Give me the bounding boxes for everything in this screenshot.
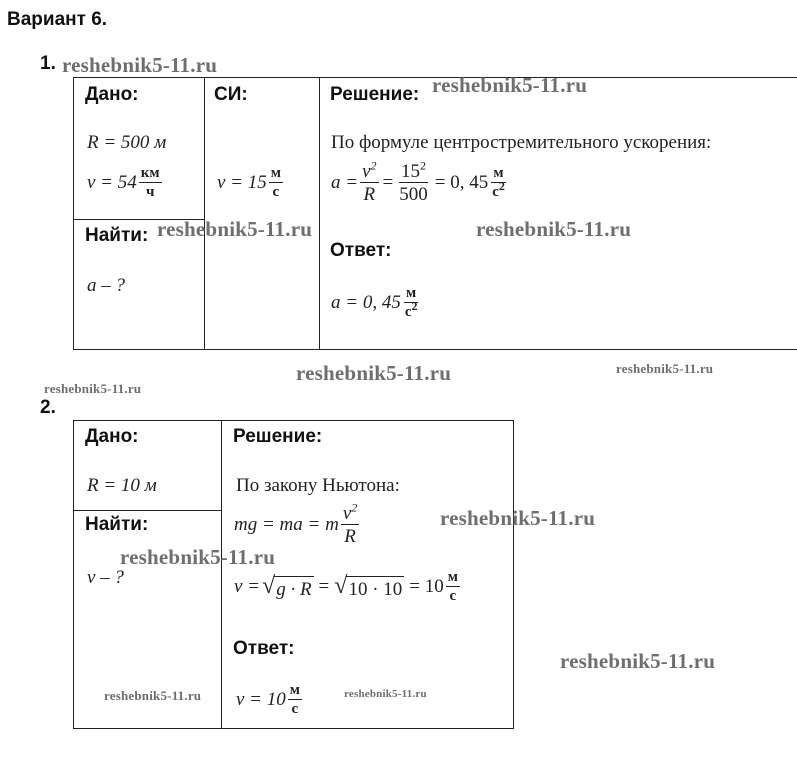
unit-denominator: ч (145, 184, 155, 200)
equation-unit (446, 570, 460, 604)
unit-denominator: с (492, 184, 499, 200)
unit-exponent: 2 (411, 299, 418, 313)
square-root-g-r: √ g · R (262, 572, 312, 600)
unit-denominator: с (404, 304, 412, 320)
unit-denominator: с (449, 588, 457, 604)
problem-2-solution-label: Решение: (233, 426, 323, 447)
problem-2-number: 2. (40, 397, 56, 418)
watermark-small: reshebnik5-11.ru (344, 688, 427, 700)
problem-1-given-label: Дано: (85, 84, 139, 105)
problem-1-given-radius: R = 500 м (87, 132, 167, 153)
watermark: reshebnik5-11.ru (476, 217, 632, 241)
exponent: 2 (370, 158, 377, 173)
problem-2-find-value: v – ? (87, 567, 124, 588)
formula-lhs: a = (331, 172, 359, 193)
problem-1-solution-text: По формуле центростремительного ускорения: (331, 132, 712, 153)
problem-1-given-speed (87, 166, 164, 200)
formula-result: = 0, 45 (434, 172, 489, 193)
equals-sign: = (382, 172, 394, 193)
radicand: 10 · 10 (346, 576, 404, 601)
equation-fraction (341, 500, 359, 547)
unit-exponent: 2 (498, 179, 505, 193)
problem-1-si-speed-unit (269, 166, 283, 200)
denominator: R (363, 184, 376, 205)
watermark: reshebnik5-11.ru (62, 53, 218, 77)
watermark: reshebnik5-11.ru (560, 649, 716, 673)
answer-unit (403, 286, 420, 320)
unit-numerator: м (406, 285, 417, 301)
unit-numerator: м (447, 569, 458, 585)
problem-1-answer-label: Ответ: (330, 240, 392, 261)
problem-2-answer (236, 683, 304, 717)
problem-1-find-label: Найти: (85, 225, 149, 246)
unit-numerator: м (289, 682, 300, 698)
equals-sign: = (318, 576, 330, 597)
formula-fraction-numeric (397, 158, 430, 205)
answer-unit (288, 683, 302, 717)
problem-2-newton-equation (234, 500, 361, 547)
numerator: 15 (400, 161, 420, 182)
unit-denominator: с (291, 701, 299, 717)
problem-2-answer-label: Ответ: (233, 638, 295, 659)
numerator: v (342, 503, 352, 524)
problem-1-answer (331, 286, 422, 320)
equation-lhs: mg = ma = m (234, 514, 339, 535)
problem-2-given-radius: R = 10 м (87, 475, 157, 496)
watermark: reshebnik5-11.ru (432, 73, 588, 97)
numerator: v (362, 161, 371, 182)
problem-2-speed-equation (234, 570, 462, 604)
formula-unit (490, 166, 507, 200)
problem-1-given-speed-value: v = 54 (87, 172, 137, 193)
problem-1-number: 1. (40, 53, 56, 74)
watermark: reshebnik5-11.ru (120, 545, 276, 569)
watermark-small: reshebnik5-11.ru (104, 688, 202, 703)
watermark: reshebnik5-11.ru (296, 361, 452, 385)
problem-2-solution-text: По закону Ньютона: (236, 475, 400, 496)
answer-value: a = 0, 45 (331, 292, 401, 313)
problem-1-given-speed-unit (139, 166, 162, 200)
problem-1-si-speed (217, 166, 285, 200)
formula-fraction-v2-over-r (360, 158, 378, 205)
answer-value: v = 10 (236, 689, 286, 710)
watermark: reshebnik5-11.ru (440, 506, 596, 530)
problem-1-formula (331, 158, 509, 205)
denominator: R (344, 526, 356, 547)
unit-numerator: м (493, 165, 504, 181)
unit-numerator: км (140, 165, 160, 181)
equation-lhs: v = (234, 576, 261, 597)
problem-1-find-value: a – ? (87, 275, 125, 296)
problem-2-given-label: Дано: (85, 426, 139, 447)
watermark: reshebnik5-11.ru (157, 217, 313, 241)
problem-2-find-label: Найти: (85, 514, 149, 535)
page-title: Вариант 6. (7, 9, 108, 30)
square-root-numeric: √ 10 · 10 (334, 572, 403, 600)
problem-1-solution-label: Решение: (330, 84, 420, 105)
radicand: g · R (274, 576, 313, 601)
equation-result: = 10 (409, 576, 444, 597)
denominator: 500 (399, 184, 428, 205)
watermark-small: reshebnik5-11.ru (44, 381, 142, 396)
unit-numerator: м (270, 165, 281, 181)
problem-1-si-speed-value: v = 15 (217, 172, 267, 193)
exponent: 2 (351, 500, 358, 515)
watermark-small: reshebnik5-11.ru (616, 361, 714, 376)
exponent: 2 (419, 158, 426, 173)
unit-denominator: с (272, 184, 280, 200)
problem-1-si-label: СИ: (214, 84, 248, 105)
